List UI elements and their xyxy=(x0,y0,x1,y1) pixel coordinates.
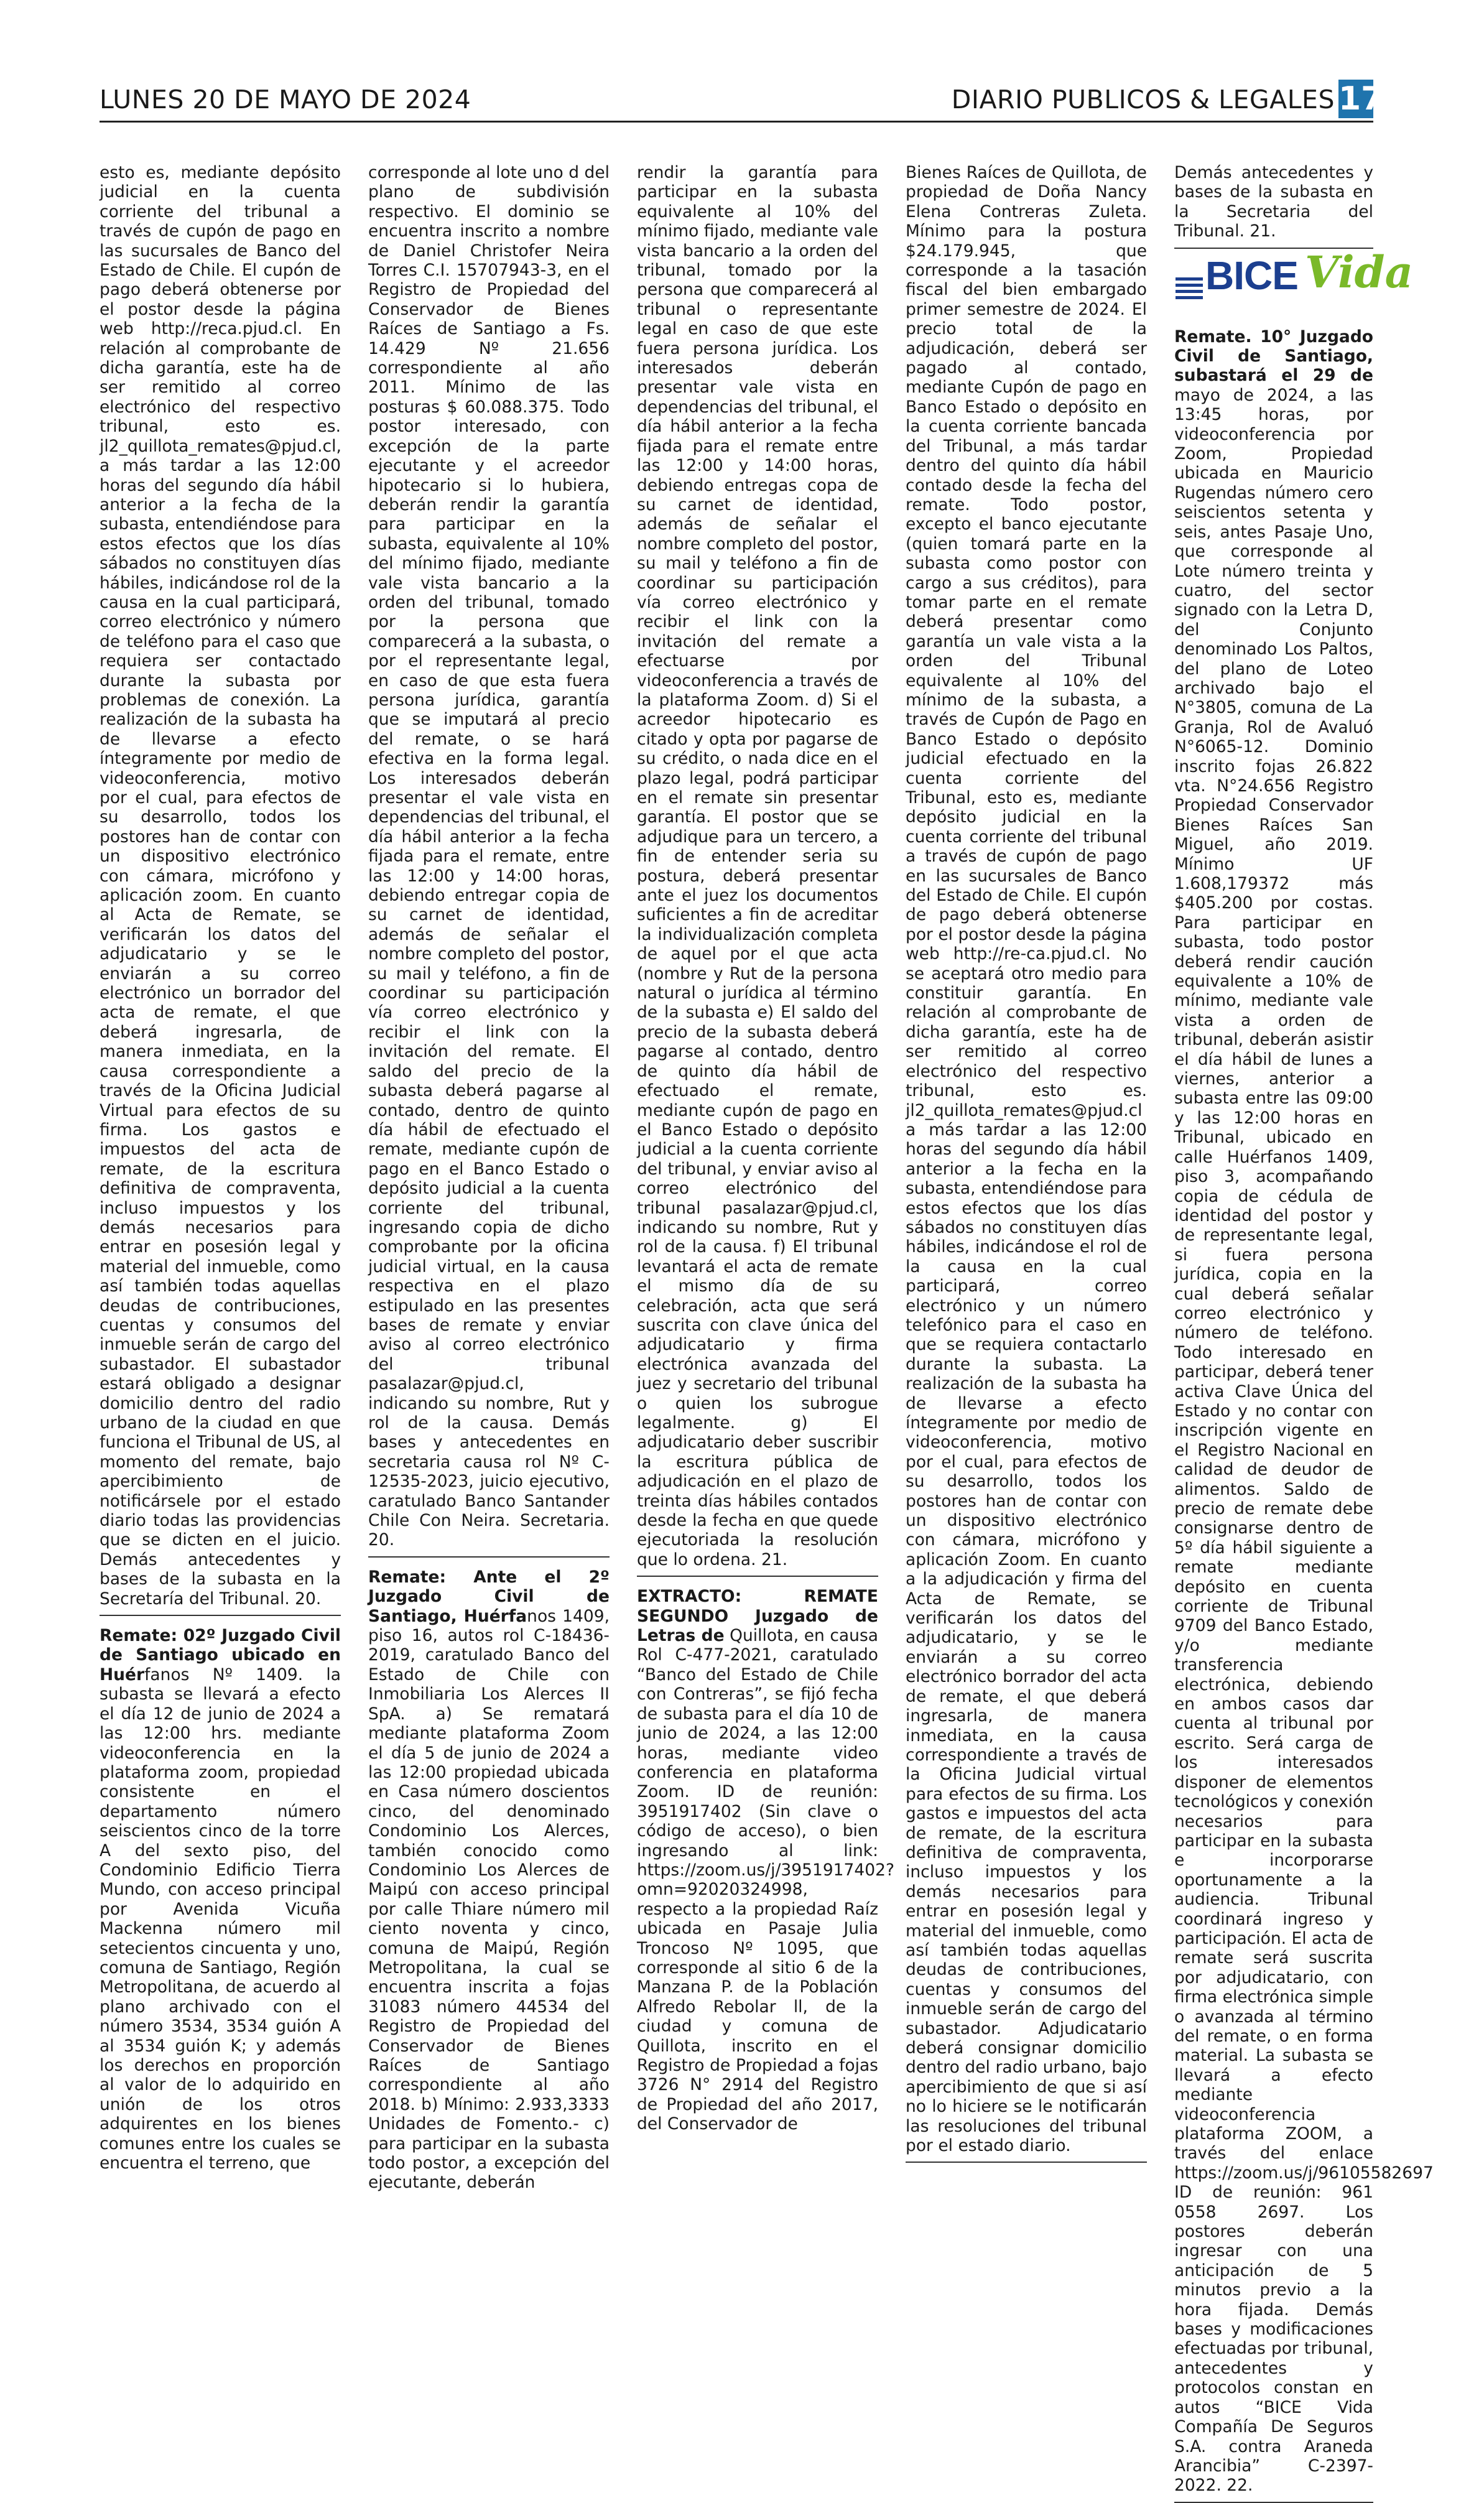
page-number-badge: 17 xyxy=(1338,80,1384,118)
header-rule xyxy=(100,121,1373,123)
notice-continuation: Bienes Raíces de Quillota, de propiedad de Doña Nancy Elena Contreras Zuleta. Mínimo para la postura $24.179.945, que corresponde a la tasación fiscal del bien embargado primer semestre de 2024. El precio total de la adjudicación, deberá ser pagado al contado, mediante Cupón de pago en Banco Estado o depósito en la cuenta corriente bancada del Tribunal, a más tardar dentro del quinto día hábil contado desde la fecha del remate. Todo postor, excepto el banco ejecutante (quien tomará parte en la subasta como postor con cargo a sus créditos), para tomar parte en el remate deberá presentar como garantía un vale vista a la orden del Tribunal equivalente al 10% del mínimo de la subasta, a través de Cupón de Pago en Banco Estado o depósito judicial efectuado en la cuenta corriente del Tribunal, esto es, mediante depósito judicial en la cuenta corriente del tribunal a través de cupón de pago en las sucursales de Banco del Estado de Chile. El cupón de pago deberá obtenerse por el postor desde la página web http://re-ca.pjud.cl. No se aceptará otro medio para constituir garantía. En relación al comprobante de dicha garantía, este ha de ser remitido al correo electrónico del respectivo tribunal, esto es. jl2_quillota_remates@pjud.cl a más tardar a las 12:00 horas del segundo día hábil anterior a la fecha en la subasta, entendiéndose para estos efectos que los días sábados no constituyen días hábiles, indicándose el rol de la causa en la cual participará, correo electrónico y un número telefónico para el caso en que se requiera contactarlo durante la subasta. La realización de la subasta ha de llevarse a efecto íntegramente por medio de videoconferencia, motivo por el cual, para efectos de su desarrollo, todos los postores han de contar con un dispositivo electrónico con cámara, micrófono y aplicación Zoom. En cuanto a la adjudicación y firma del Acta de Remate, se verificarán los datos del adjudicatario, y se le enviarán a su correo electrónico borrador del acta de remate, el que deberá ingresarla, de manera inmediata, en la causa correspondiente a través de la Oficina Judicial virtual para efectos de su firma. Los gastos e impuestos del acta de remate, de la escritura definitiva de compraventa, incluso impuestos y los demás necesarios para entrar en posesión legal y material del inmueble, como así también todas aquellas deudas de contribuciones, cuentas y consumos del inmueble serán de cargo del subastador. Adjudicatario deberá consignar domicilio dentro del radio urbano, bajo apercibimiento de que si así no lo hiciere se le notificarán las resoluciones del tribunal por el estado diario. xyxy=(906,163,1147,2156)
column-3 xyxy=(637,163,895,2134)
page-header xyxy=(100,80,1384,124)
notice-separator xyxy=(637,1576,878,1577)
notice xyxy=(1174,327,1434,2496)
notice-continuation: rendir la garantía para participar en la subasta equivalente al 10% del mínimo fijado, mediante vale vista bancario a la orden del tribunal, tomado por la persona que comparecerá al tribunal o representante legal en caso de que este fuera persona jurídica. Los interesados deberán presentar vale vista en dependencias del tribunal, el día hábil anterior a la fecha fijada para el remate entre las 12:00 y 14:00 horas, debiendo entregas copa de su carnet de identidad, además de señalar el nombre completo del postor, su mail y teléfono a fin de coordinar su participación vía correo electrónico y recibir el link con la invitación del remate a efectuarse por videoconferencia a través de la plataforma Zoom. d) Si el acreedor hipotecario es citado y opta por pagarse de su crédito, o nada dice en el plazo legal, podrá participar en el remate sin presentar garantía. El postor que se adjudique para un tercero, a fin de entender seria su postura, deberá presentar ante el juez los documentos suficientes a fin de acreditar la individualización completa de aquel por el que acta (nombre y Rut de la persona natural o jurídica al término de la subasta e) El saldo del precio de la subasta deberá pagarse al contado, dentro de quinto día hábil de efectuado el remate, mediante cupón de pago en el Banco Estado o depósito judicial a la cuenta corriente del tribunal, y enviar aviso al correo electrónico del tribunal pasalazar@pjud.cl, indicando su nombre, Rut y rol de la causa. f) El tribunal levantará el acta de remate el mismo día de su celebración, acta que será suscrita con clave única del adjudicatario y firma electrónica avanzada del juez y secretario del tribunal o quien los subrogue legalmente. g) El adjudicatario deber suscribir la escritura pública de adjudicación en el plazo de treinta días hábiles contados desde la fecha en que quede ejecutoriada la resolución que lo ordena. 21. xyxy=(637,163,879,1569)
notice-separator xyxy=(906,2162,1147,2163)
notice-body: Quillota, en causa Rol C-477-2021, caratulado “Banco del Estado de Chile con Contreras”, se fijó fecha de subasta para el día 10 de junio de 2024, a las 12:00 horas, mediante video conferencia en plataforma Zoom. ID de reunión: 3951917402 (Sin clave o código de acceso), o bien ingresando al link: https://zoom.us/j/3951917402?omn=92020324998, respecto a la propiedad Raíz ubicada en Pasaje Julia Troncoso Nº 1095, que corresponde al sitio 6 de la Manzana P. de la Población Alfredo Rebolar ll, de la ciudad y comuna de Quillota, inscrito en el Registro de Propiedad a fojas 3726 N° 2914 del Registro de Propiedad del año 2017, del Conservador de xyxy=(637,1626,895,2134)
issue-date: LUNES 20 DE MAYO DE 2024 xyxy=(100,85,471,114)
notice-lead: EXTRACTO: REMATE SEGUNDO Juzgado de Letras de xyxy=(637,1587,878,1646)
column-2 xyxy=(368,163,610,2193)
column-1 xyxy=(100,163,341,2173)
notice xyxy=(100,1626,341,2173)
notice-continuation: esto es, mediante depósito judicial en la cuenta corriente del tribunal a través de cupón de pago en las sucursales de Banco del Estado de Chile. El cupón de pago deberá obtenerse por el postor desde la página web http://reca.pjud.cl. En relación al comprobante de dicha garantía, este ha de ser remitido al correo electrónico del respectivo tribunal, esto es. jl2_quillota_remates@pjud.cl, a más tardar a las 12:00 horas del segundo día hábil anterior a la fecha de la subasta, entendiéndose para estos efectos que los días sábados no constituyen días hábiles, indicándose rol de la causa en la cual participará, correo electrónico y número de teléfono para el caso que requiera ser contactado durante la subasta por problemas de conexión. La realización de la subasta ha de llevarse a efecto íntegramente por medio de videoconferencia, motivo por el cual, para efectos de su desarrollo, todos los postores han de contar con un dispositivo electrónico con cámara, micrófono y aplicación zoom. En cuanto al Acta de Remate, se verificarán los datos del adjudicatario y se le enviarán a su correo electrónico un borrador del acta de remate, el que deberá ingresarla, de manera inmediata, en la causa correspondiente a través de la Oficina Judicial Virtual para efectos de su firma. Los gastos e impuestos del acta de remate, de la escritura definitiva de compraventa, incluso impuestos y los demás necesarios para entrar en posesión legal y material del inmueble, como así también todas aquellas deudas de contribuciones, cuentas y consumos del inmueble serán de cargo del subastador. El subastador estará obligado a designar domicilio dentro del radio urbano de la ciudad en que funciona el Tribunal de US, al momento del remate, bajo apercibimiento de notificársele por el estado diario todas las providencias que se dicten en el juicio. Demás antecedentes y bases de la subasta en la Secretaría del Tribunal. 20. xyxy=(100,163,341,1609)
notice-lead: Remate: Ante el 2º Juzgado Civil de Santiago, Huérfa xyxy=(368,1567,610,1626)
notice-separator xyxy=(100,1615,341,1616)
logo-bars-icon xyxy=(1176,277,1203,302)
notice-continuation: Demás antecedentes y bases de la subasta en la Secretaria del Tribunal. 21. xyxy=(1174,163,1373,241)
notice-lead: Remate. 10° Juzgado Civil de Santiago, subastará el 29 de xyxy=(1174,327,1373,386)
bice-vida-logo: BICE Vida xyxy=(1174,259,1373,318)
notice-separator xyxy=(368,1556,610,1558)
notice-separator xyxy=(1174,2502,1373,2503)
notice-body: nos 1409, piso 16, autos rol C-18436-2019, caratulado Banco del Estado de Chile con Inmobiliaria Los Alerces II SpA. a) Se rematará mediante plataforma Zoom el día 5 de junio de 2024 a las 12:00 propiedad ubicada en Casa número doscientos cinco, del denominado Condominio Los Alerces, también conocido como Condominio Los Alerces de Maipú con acceso principal por calle Thiare número mil ciento noventa y cinco, comuna de Maipú, Región Metropolitana, la cual se encuentra inscrita a fojas 31083 número 44534 del Registro de Propiedad del Conservador de Bienes Raíces de Santiago correspondiente al año 2018. b) Mínimo: 2.933,3333 Unidades de Fomento.- c) para participar en la subasta todo postor, a excepción del ejecutante, deberán xyxy=(368,1606,610,2193)
publication-name: DIARIO PUBLICOS & LEGALES xyxy=(951,85,1335,114)
notice-lead: Remate: 02º Juzgado Civil de Santiago ubicado en Huér xyxy=(100,1626,341,1684)
notice-body: fanos Nº 1409. la subasta se llevará a efecto el día 12 de junio de 2024 a las 12:00 hrs. mediante videoconferencia en la plataforma zoom, propiedad consistente en el departamento número seiscientos cinco de la torre A del sexto piso, del Condominio Edificio Tierra Mundo, con acceso principal por Avenida Vicuña Mackenna número mil setecientos cincuenta y uno, comuna de Santiago, Región Metropolitana, de acuerdo al plano archivado con el número 3534, 3534 guión A al 3534 guión K; y además los derechos en proporción al valor de lo adquirido en unión de los otros adquirentes en los bienes comunes entre los cuales se encuentra el terreno, que xyxy=(100,1665,341,2173)
notice-continuation: corresponde al lote uno d del plano de subdivisión respectivo. El dominio se encuentra inscrito a nombre de Daniel Christofer Neira Torres C.I. 15707943-3, en el Registro de Propiedad del Conservador de Bienes Raíces de Santiago a Fs. 14.429 Nº 21.656 correspondiente al año 2011. Mínimo de las posturas $ 60.088.375. Todo postor interesado, con excepción de la parte ejecutante y el acreedor hipotecario si lo hubiera, deberán rendir la garantía para participar en la subasta, equivalente al 10% del mínimo fijado, mediante vale vista bancario a la orden del tribunal, tomado por la persona que comparecerá a la subasta, o por el representante legal, en caso de que esta fuera persona jurídica, garantía que se imputará al precio del remate, o se hará efectiva en la forma legal. Los interesados deberán presentar el vale vista en dependencias del tribunal, el día hábil anterior a la fecha fijada para el remate, entre las 12:00 y 14:00 horas, debiendo entregar copia de su carnet de identidad, además de señalar el nombre completo del postor, su mail y teléfono, a fin de coordinar su participación vía correo electrónico y recibir el link con la invitación del remate. El saldo del precio de la subasta deberá pagarse al contado, dentro de quinto día hábil de efectuado el remate, mediante cupón de pago en el Banco Estado o depósito judicial a la cuenta corriente del tribunal, ingresando copia de dicho comprobante por la oficina judicial virtual, en la causa respectiva en el plazo estipulado en las presentes bases de remate y enviar aviso al correo electrónico del tribunal pasalazar@pjud.cl, indicando su nombre, Rut y rol de la causa. Demás bases y antecedentes en secretaria causa rol Nº C-12535-2023, juicio ejecutivo, caratulado Banco Santander Chile Con Neira. Secretaria. 20. xyxy=(368,163,610,1550)
column-5 xyxy=(1174,163,1434,2496)
notice xyxy=(637,1587,895,2134)
column-4 xyxy=(906,163,1147,2156)
notice xyxy=(368,1567,610,2193)
notice-body: mayo de 2024, a las 13:45 horas, por videoconferencia por Zoom, Propiedad ubicada en Mauricio Rugendas número cero seiscientos setenta y seis, antes Pasaje Uno, que corresponde al Lote número treinta y cuatro, del sector signado con la Letra D, del Conjunto denominado Los Paltos, del plano de Loteo archivado bajo el N°3805, comuna de La Granja, Rol de Avaluó N°6065-12. Dominio inscrito fojas 26.822 vta. N°24.656 Registro Propiedad Conservador Bienes Raíces San Miguel, año 2019. Mínimo UF 1.608,179372 más $405.200 por costas. Para participar en subasta, todo postor deberá rendir caución equivalente a 10% de mínimo, mediante vale vista a orden de tribunal, deberán asistir el día hábil de lunes a viernes, anterior a subasta entre las 09:00 y las 12:00 horas en Tribunal, ubicado en calle Huérfanos 1409, piso 3, acompañando copia de cédula de identidad del postor y de representante legal, si fuera persona jurídica, copia en la cual deberá señalar correo electrónico y número de teléfono. Todo interesado en participar, deberá tener activa Clave Única del Estado y no contar con inscripción vigente en el Registro Nacional en calidad de deudor de alimentos. Saldo de precio de remate debe consignarse dentro de 5º día hábil siguiente a remate mediante depósito en cuenta corriente de Tribunal 9709 del Banco Estado, y/o mediante transferencia electrónica, debiendo en ambos casos dar cuenta al tribunal por escrito. Será carga de los interesados disponer de elementos tecnológicos y conexión necesarios para participar en la subasta e incorporarse oportunamente a la audiencia. Tribunal coordinará ingreso y participación. El acta de remate será suscrita por adjudicatario, con firma electrónica simple o avanzada al término del remate, o en forma material. La subasta se llevará a efecto mediante videoconferencia plataforma ZOOM, a través del enlace https://zoom.us/j/96105582697 ID de reunión: 961 0558 2697. Los postores deberán ingresar con una anticipación de 5 minutos previo a la hora fijada. Demás bases y modificaciones efectuadas por tribunal, antecedentes y protocolos constan en autos “BICE Vida Compañía De Seguros S.A. contra Araneda Arancibia” C-2397-2022. 22. xyxy=(1174,385,1434,2496)
